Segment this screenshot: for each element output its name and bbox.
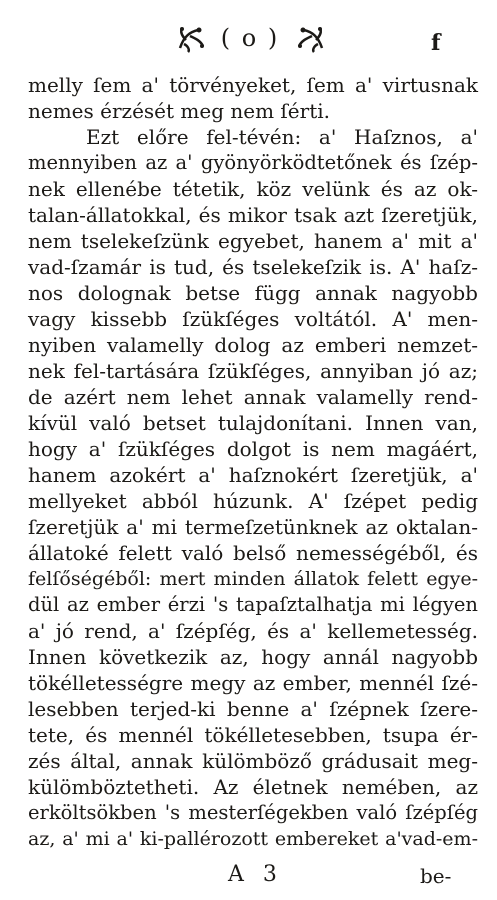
page-header [0,22,497,62]
floral-ornament-icon [296,26,326,54]
text-line: állatoké felett való belső nemességéből, és [28,541,478,565]
text-line: Innen következik az, hogy annál nagyobb [28,645,478,669]
signature-mark: A 3 [228,862,283,887]
catchword: be- [420,864,452,888]
text-line: lesebben terjed-ki benne a' ſzépnek ſzere- [28,697,478,721]
text-line: tete, és mennél tökélletesebben, tsupa ér- [28,723,478,747]
text-line: kívül való betset tulajdonítani. Innen van, [28,411,478,435]
text-line: a' jó rend, a' ſzépſég, és a' kellemetesség. [28,619,478,643]
text-line: vad-ſzamár is tud, és tselekeſzik is. A' haſz- [28,255,478,279]
text-line: vagy kissebb ſzükſéges voltától. A' men- [28,307,478,331]
text-line: zés által, annak külömböző grádusait meg- [28,749,478,773]
text-line: nek fel-tartására ſzükſéges, annyiban jó az; [28,359,478,383]
corner-mark: f [431,30,441,56]
text-line: nos dolognak betse függ annak nagyobb [28,281,478,305]
text-line: ſzeretjük a' mi termeſzetünknek az oktalan- [28,515,478,539]
text-line: de azért nem lehet annak valamelly rend- [28,385,478,409]
text-line: erköltsökben 's mesterſégekben való ſzépſég [28,801,478,824]
text-line: melly ſem a' törvényeket, ſem a' virtusnak [28,73,478,97]
text-line: külömböztetheti. Az életnek nemében, az [28,775,478,799]
text-line: talan-állatokkal, és mikor tsak azt ſzeretjük, [28,203,478,227]
body-text [28,72,478,852]
text-line: tökélletességre megy az ember, mennél ſzé- [28,671,478,695]
page-footer [0,862,497,892]
text-line: nem tselekeſzünk egyebet, hanem a' mit a' [28,229,478,253]
text-line: nyiben valamelly dolog az emberi nemzet- [28,333,478,357]
text-line: nek ellenébe tétetik, köz velünk és az ok- [28,177,478,201]
text-line: mellyeket abból húzunk. A' ſzépet pedig [28,489,478,513]
text-line: hogy a' ſzükſéges dolgot is nem magáért, [28,437,478,461]
text-line: dül az ember érzi 's tapaſztalhatja mi légyen [28,593,478,616]
text-line: felſőségéből: mert minden állatok felett egye- [28,568,478,590]
text-line: Ezt előre fel-tévén: a' Haſznos, a' [86,125,478,149]
text-line: mennyiben az a' gyönyörködtetőnek és ſzép- [28,151,478,174]
page-number: ( o ) [220,24,280,52]
floral-ornament-icon [176,26,206,54]
text-line: hanem azokért a' haſznokért ſzeretjük, a' [28,463,478,487]
text-line: nemes érzését meg nem ſérti. [28,99,330,123]
text-line: az, a' mi a' ki-pallérozott embereket a'vad-em- [28,828,478,850]
